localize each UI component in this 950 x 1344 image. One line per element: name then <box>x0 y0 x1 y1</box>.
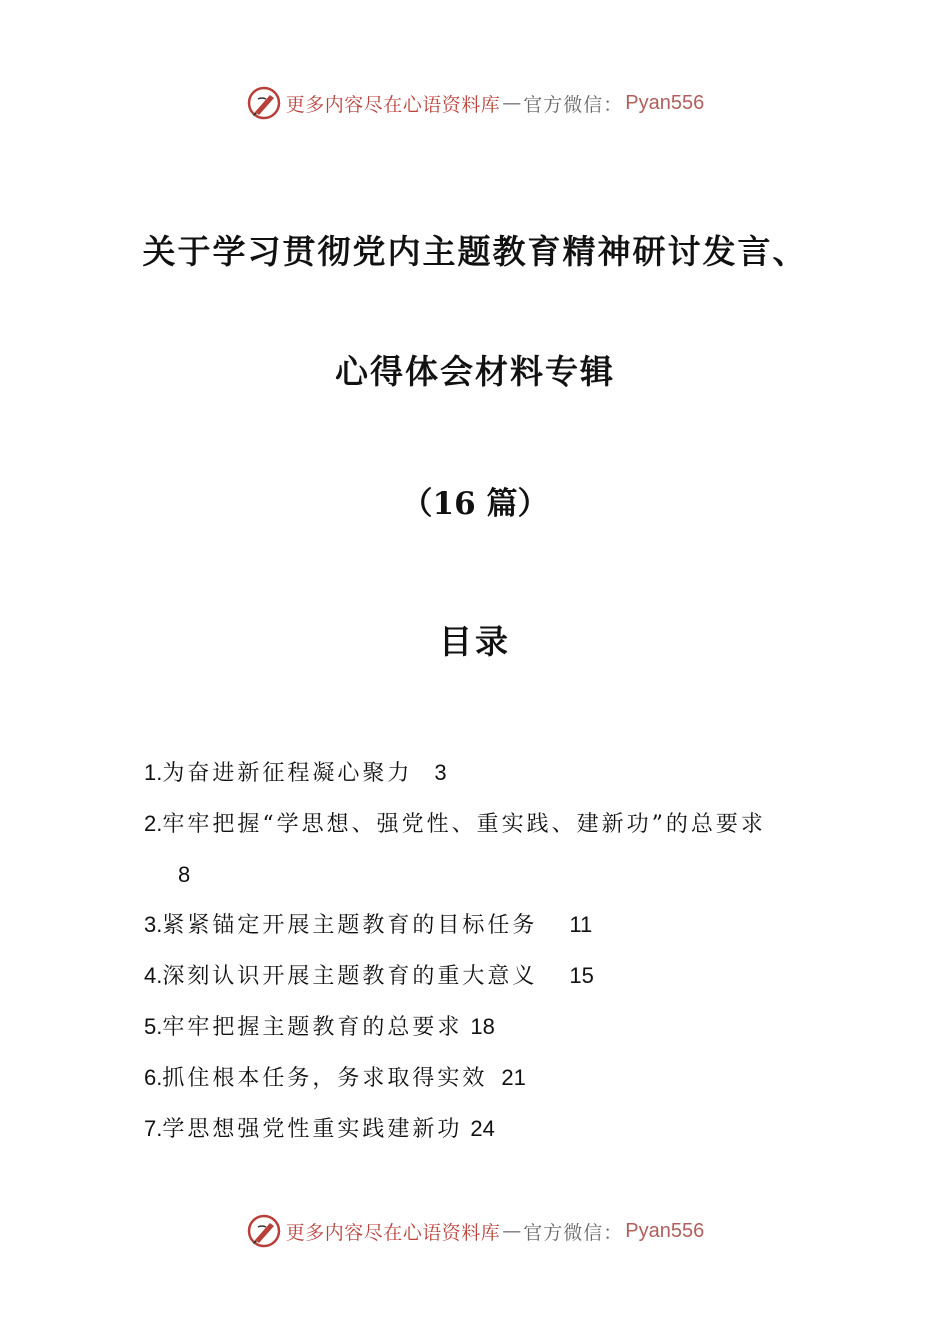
wechat-id: Pyan556 <box>625 91 705 114</box>
toc-item-number: 7. <box>144 1116 163 1141</box>
pen-logo-icon <box>246 1213 282 1249</box>
toc-heading: 目录 <box>439 622 511 661</box>
toc-item-title: 抓住根本任务，务求取得实效 <box>162 1066 488 1091</box>
pen-logo-icon <box>246 85 282 121</box>
toc-item-page: 11 <box>569 912 593 937</box>
toc-item-page: 24 <box>470 1116 495 1141</box>
wechat-label: 官方微信： <box>523 1221 624 1244</box>
toc-item-page: 21 <box>501 1065 526 1090</box>
document-title-line-1: 关于学习贯彻党内主题教育精神研讨发言、 <box>142 232 808 271</box>
toc-item-title: 学思想强党性重实践建新功 <box>162 1117 463 1142</box>
wechat-label: 官方微信： <box>523 93 624 116</box>
toc-item[interactable] <box>144 900 824 951</box>
toc-item-title: 牢牢把握主题教育的总要求 <box>162 1015 463 1040</box>
wechat-id: Pyan556 <box>625 1219 705 1242</box>
article-count: （16 篇） <box>401 486 549 522</box>
toc-item-page: 15 <box>569 963 594 988</box>
table-of-contents <box>144 748 824 1155</box>
toc-item-number: 4. <box>144 963 163 988</box>
toc-item-title: 牢牢把握“学思想、强党性、重实践、建新功”的总要求 <box>162 812 766 837</box>
footer-banner <box>0 1206 950 1256</box>
header-banner <box>0 78 950 128</box>
toc-item[interactable] <box>144 748 824 799</box>
toc-item-number: 1. <box>144 760 163 785</box>
banner-dash: — <box>502 1220 522 1242</box>
toc-item-number: 2. <box>144 811 163 836</box>
toc-item[interactable] <box>144 1104 824 1155</box>
toc-item-number: 6. <box>144 1065 163 1090</box>
promo-text: 更多内容尽在心语资料库 <box>285 1221 501 1244</box>
toc-item[interactable] <box>144 1002 824 1053</box>
toc-item[interactable] <box>144 799 824 900</box>
toc-item-page: 18 <box>470 1014 495 1039</box>
toc-item-title: 深刻认识开展主题教育的重大意义 <box>162 964 538 989</box>
toc-item[interactable] <box>144 1053 824 1104</box>
document-title-line-2: 心得体会材料专辑 <box>335 352 615 391</box>
toc-item-number: 3. <box>144 912 163 937</box>
toc-item[interactable] <box>144 951 824 1002</box>
toc-item-page: 8 <box>178 862 191 887</box>
toc-item-title: 紧紧锚定开展主题教育的目标任务 <box>162 913 538 938</box>
promo-text: 更多内容尽在心语资料库 <box>285 93 501 116</box>
toc-item-page: 3 <box>434 760 447 785</box>
banner-dash: — <box>502 92 522 114</box>
toc-item-number: 5. <box>144 1014 163 1039</box>
toc-item-title: 为奋进新征程凝心聚力 <box>162 761 413 786</box>
